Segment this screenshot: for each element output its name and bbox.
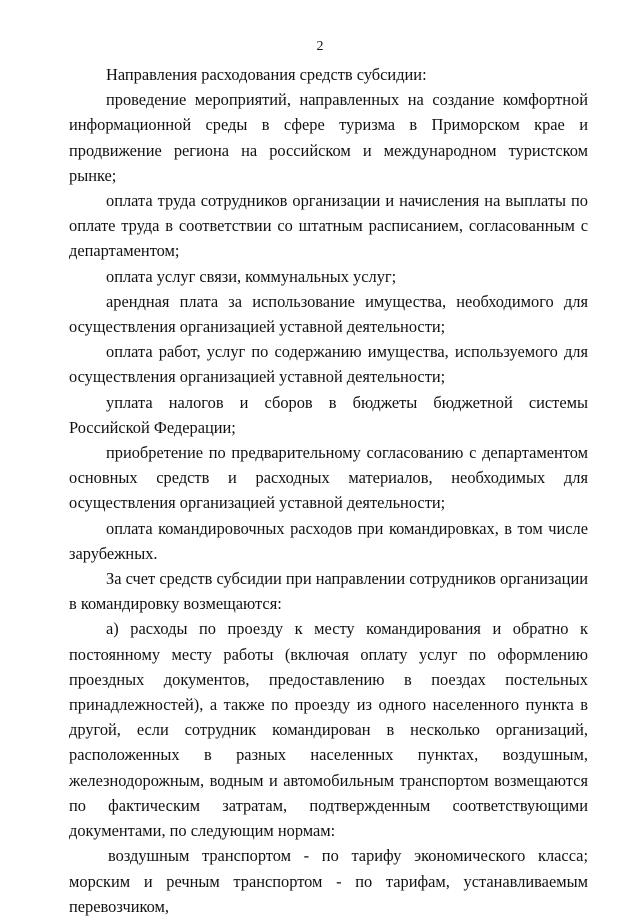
paragraph-comfort-info-environment: проведение мероприятий, направленных на создание комфортной информационной среды в сфере туризма в Приморском крае и продвижение региона на российском и международном туристском рынке; [69,90,588,185]
page-number: 2 [316,39,324,54]
paragraph-transport-norms: воздушным транспортом - по тарифу экономического класса; морским и речным транспортом - по тарифам, устанавливаемым перевозчиком, [69,846,588,916]
document-body [69,62,588,919]
paragraph-taxes-fees: уплата налогов и сборов в бюджеты бюджетной системы Российской Федерации; [69,392,588,437]
paragraph-reimbursement-intro: За счет средств субсидии при направлении сотрудников организации в командировку возмещаются: [69,569,588,614]
paragraph-property-maintenance: оплата работ, услуг по содержанию имущества, используемого для осуществления организацией уставной деятельности; [69,342,588,387]
paragraph-fixed-assets: приобретение по предварительному согласованию с департаментом основных средств и расходных материалов, необходимых для осуществления организацией уставной деятельности; [69,443,588,513]
paragraph-communication-utilities: оплата услуг связи, коммунальных услуг; [106,266,397,286]
paragraph-travel-expenses: а) расходы по проезду к месту командирования и обратно к постоянному месту работы (включая оплату услуг по оформлению проездных документов, предоставлению в поездах постельных принадлежностей), а также по проезду из одного населенного пункта в другой, если сотрудник командирован в несколько организаций, расположенных в разных населенных пунктах, воздушным, железнодорожным, водным и автомобильным транспортом возмещаются по фактическим затратам, подтвержденным соответствующими документами, по следующим нормам: [69,619,588,841]
paragraph-staff-wages: оплата труда сотрудников организации и начисления на выплаты по оплате труда в соответствии со штатным расписанием, согласованным с департаментом; [69,191,588,261]
paragraph-business-trips: оплата командировочных расходов при командировках, в том числе зарубежных. [69,518,588,563]
paragraph-rent: арендная плата за использование имущества, необходимого для осуществления организацией уставной деятельности; [69,291,588,337]
paragraph-subsidy-directions: Направления расходования средств субсидии: [106,65,427,84]
